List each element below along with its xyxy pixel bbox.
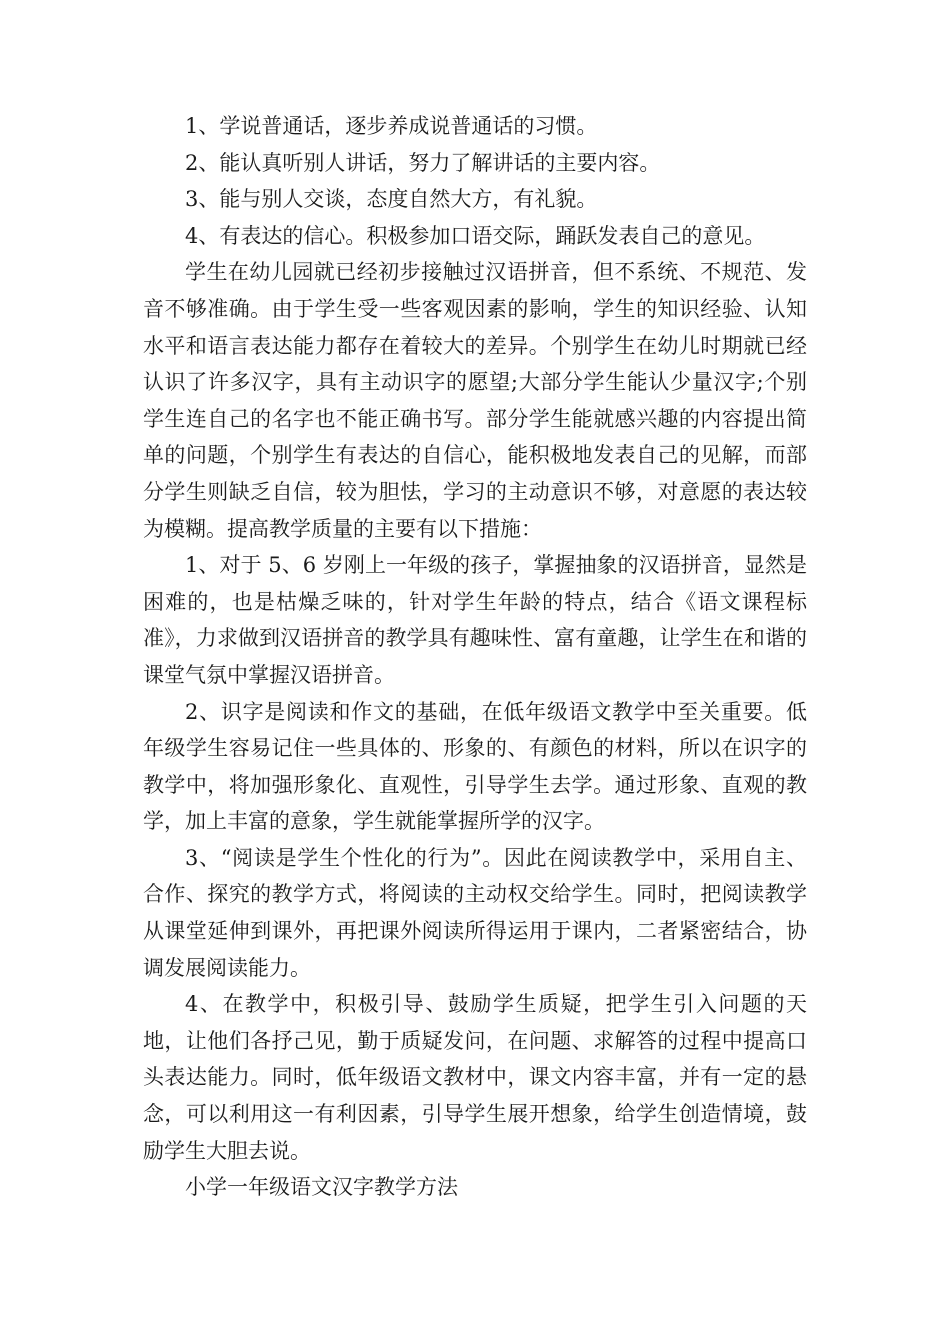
measure-item-4: 4、在教学中，积极引导、鼓励学生质疑，把学生引入问题的天地，让他们各抒己见，勤于质疑发问，在问题、求解答的过程中提高口头表达能力。同时，低年级语文教材中，课文内容丰富，并有一定的悬念，可以利用这一有利因素，引导学生展开想象，给学生创造情境，鼓励学生大胆去说。 (143, 992, 807, 1163)
document-body (143, 108, 807, 1206)
goal-item-2: 2、能认真听别人讲话，努力了解讲话的主要内容。 (185, 150, 661, 175)
section-heading: 小学一年级语文汉字教学方法 (185, 1175, 458, 1200)
goal-item-4: 4、有表达的信心。积极参加口语交际，踊跃发表自己的意见。 (185, 223, 766, 248)
student-analysis-paragraph: 学生在幼儿园就已经初步接触过汉语拼音，但不系统、不规范、发音不够准确。由于学生受一些客观因素的影响，学生的知识经验、认知水平和语言表达能力都存在着较大的差异。个别学生在幼儿时期就已经认识了许多汉字，具有主动识字的愿望;大部分学生能认少量汉字;个别学生连自己的名字也不能正确书写。部分学生能就感兴趣的内容提出简单的问题，个别学生有表达的自信心，能积极地发表自己的见解，而部分学生则缺乏自信，较为胆怯，学习的主动意识不够，对意愿的表达较为模糊。提高教学质量的主要有以下措施： (143, 260, 807, 541)
measure-item-3: 3、“阅读是学生个性化的行为”。因此在阅读教学中，采用自主、合作、探究的教学方式，将阅读的主动权交给学生。同时，把阅读教学从课堂延伸到课外，再把课外阅读所得运用于课内，二者紧密结合，协调发展阅读能力。 (143, 845, 807, 980)
measure-item-1: 1、对于 5、6 岁刚上一年级的孩子，掌握抽象的汉语拼音，显然是困难的，也是枯燥乏味的，针对学生年龄的特点，结合《语文课程标准》，力求做到汉语拼音的教学具有趣味性、富有童趣，让学生在和谐的课堂气氛中掌握汉语拼音。 (143, 553, 807, 687)
goal-item-1: 1、学说普通话，逐步养成说普通话的习惯。 (185, 114, 598, 138)
goal-item-3: 3、能与别人交谈，态度自然大方，有礼貌。 (185, 187, 598, 212)
measure-item-2: 2、识字是阅读和作文的基础，在低年级语文教学中至关重要。低年级学生容易记住一些具体的、形象的、有颜色的材料，所以在识字的教学中，将加强形象化、直观性，引导学生去学。通过形象、直观的教学，加上丰富的意象，学生就能掌握所学的汉字。 (143, 699, 807, 834)
